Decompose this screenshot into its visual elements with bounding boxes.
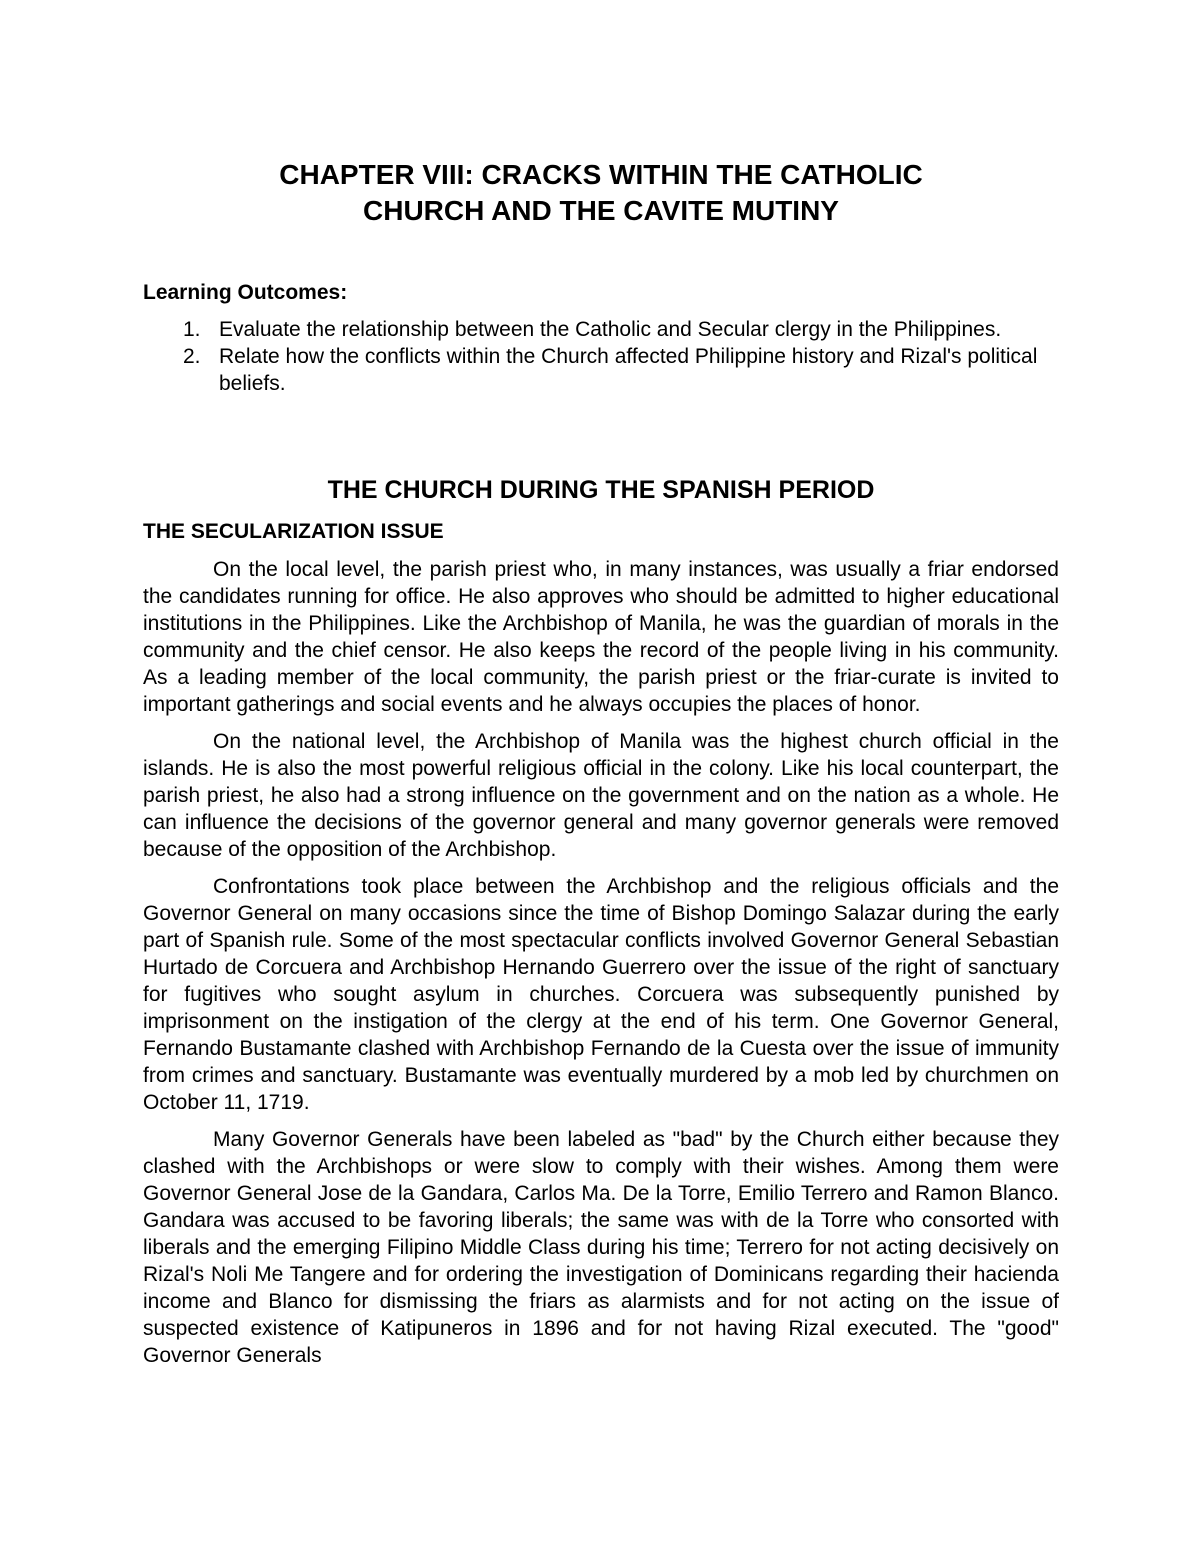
chapter-title-line-1: CHAPTER VIII: CRACKS WITHIN THE CATHOLIC (279, 159, 923, 190)
list-item-text: Evaluate the relationship between the Catholic and Secular clergy in the Philippines. (219, 318, 1002, 341)
chapter-title-line-2: CHURCH AND THE CAVITE MUTINY (363, 195, 839, 226)
list-item (143, 343, 1059, 397)
learning-outcomes-heading: Learning Outcomes: (143, 281, 348, 304)
paragraph: Many Governor Generals have been labeled as "bad" by the Church either because they clashed with the Archbishops or were slow to comply with their wishes. Among them were Governor General Jose de la Gandara, Carlos Ma. De la Torre, Emilio Terrero and Ramon Blanco. Gandara was accused to be favoring liberals; the same was with de la Torre who consorted with liberals and the emerging Filipino Middle Class during his time; Terrero for not acting decisively on Rizal's Noli Me Tangere and for ordering the investigation of Dominicans regarding their hacienda income and Blanco for dismissing the friars as alarmists and for not acting on the issue of suspected existence of Katipuneros in 1896 and for not having Rizal executed. The "good" Governor Generals (143, 1128, 1059, 1367)
list-item-number: 2. (183, 345, 201, 368)
body-text (143, 556, 1059, 1379)
list-item-number: 1. (183, 318, 201, 341)
section-subtitle: THE SECULARIZATION ISSUE (143, 520, 444, 543)
paragraph: Confrontations took place between the Archbishop and the religious officials and the Governor General on many occasions since the time of Bishop Domingo Salazar during the early part of Spanish rule. Some of the most spectacular conflicts involved Governor General Sebastian Hurtado de Corcuera and Archbishop Hernando Guerrero over the issue of the right of sanctuary for fugitives who sought asylum in churches. Corcuera was subsequently punished by imprisonment on the instigation of the clergy at the end of his term. One Governor General, Fernando Bustamante clashed with Archbishop Fernando de la Cuesta over the issue of immunity from crimes and sanctuary. Bustamante was eventually murdered by a mob led by churchmen on October 11, 1719. (143, 875, 1059, 1114)
list-item-text: Relate how the conflicts within the Church affected Philippine history and Rizal's political beliefs. (219, 345, 1038, 395)
list-item (143, 316, 1059, 343)
paragraph: On the local level, the parish priest who, in many instances, was usually a friar endorsed the candidates running for office. He also approves who should be admitted to higher educational institutions in the Philippines. Like the Archbishop of Manila, he was the guardian of morals in the community and the chief censor. He also keeps the record of the people living in his community. As a leading member of the local community, the parish priest or the friar-curate is invited to important gatherings and social events and he always occupies the places of honor. (143, 558, 1059, 716)
learning-outcomes-list (143, 316, 1059, 397)
paragraph: On the national level, the Archbishop of Manila was the highest church official in the islands. He is also the most powerful religious official in the colony. Like his local counterpart, the parish priest, he also had a strong influence on the government and on the nation as a whole. He can influence the decisions of the governor general and many governor generals were removed because of the opposition of the Archbishop. (143, 730, 1059, 861)
section-title: THE CHURCH DURING THE SPANISH PERIOD (327, 476, 875, 504)
chapter-title (143, 157, 1059, 229)
